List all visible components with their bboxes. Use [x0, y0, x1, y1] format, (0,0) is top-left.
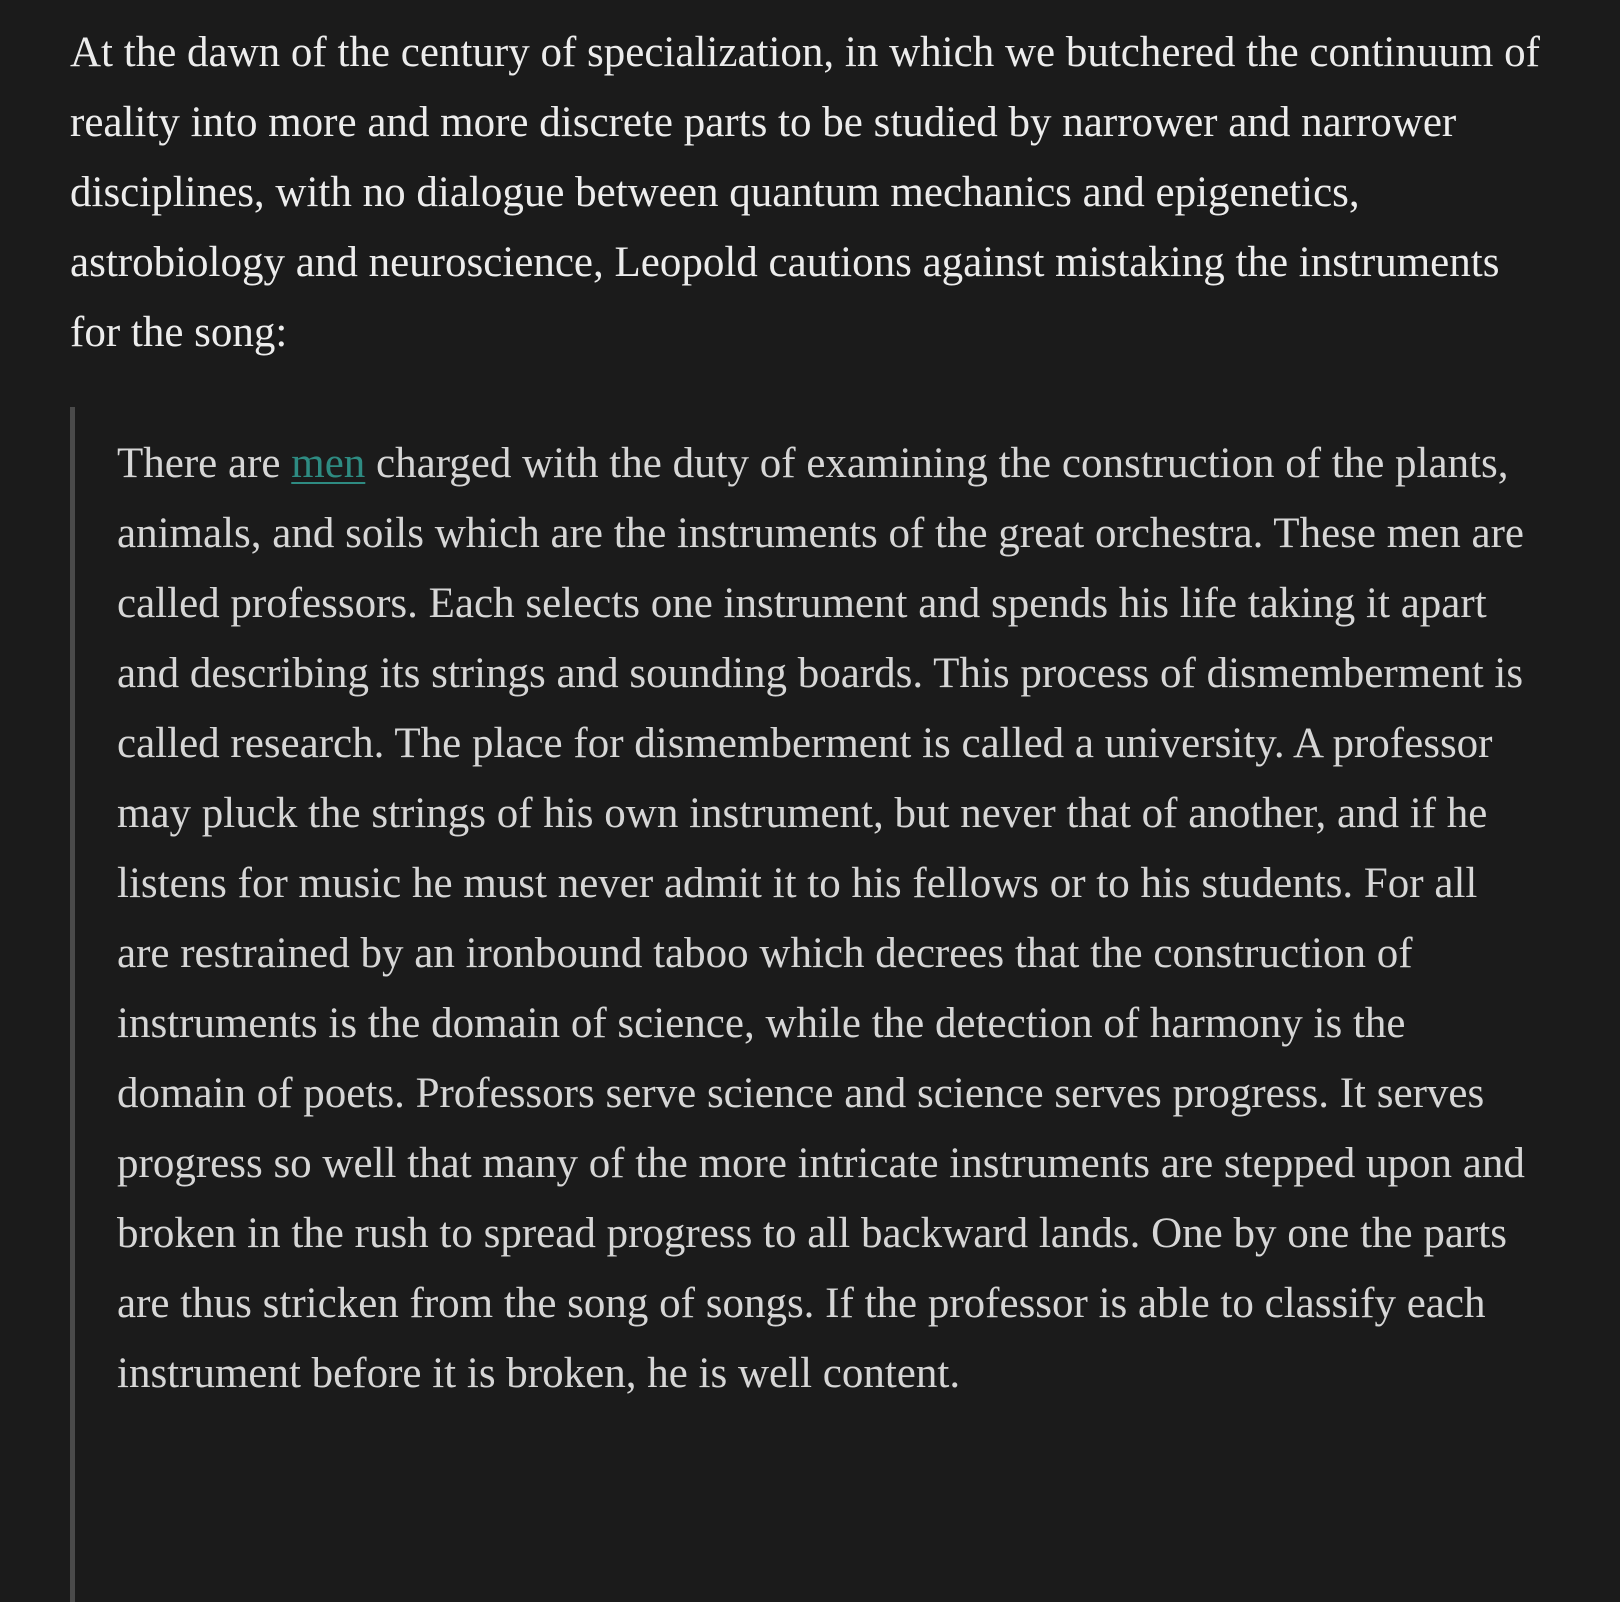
quote-text-before-link: There are — [117, 440, 292, 487]
quote-paragraph — [117, 429, 1530, 1409]
lead-paragraph: At the dawn of the century of specialization, in which we butchered the continuum of reality into more and more discrete parts to be studied by narrower and narrower disciplines, with no dialogue between quantum mechanics and epigenetics, astrobiology and neuroscience, Leopold cautions against mistaking the instruments for the song: — [70, 29, 1540, 356]
blockquote — [70, 407, 1530, 1602]
article-body — [70, 0, 1560, 368]
men-link[interactable]: men — [291, 440, 366, 487]
quote-text-after-link: charged with the duty of examining the construction of the plants, animals, and soils which are the instruments of the great orchestra. These men are called professors. Each selects one instrument and spends his life taking it apart and describing its strings and sounding boards. This process of dismemberment is called research. The place for dismemberment is called a university. A professor may pluck the strings of his own instrument, but never that of another, and if he listens for music he must never admit it to his fellows or to his students. For all are restrained by an ironbound taboo which decrees that the construction of instruments is the domain of science, while the detection of harmony is the domain of poets. Professors serve science and science serves progress. It serves progress so well that many of the more intricate instruments are stepped upon and broken in the rush to spread progress to all backward lands. One by one the parts are thus stricken from the song of songs. If the professor is able to classify each instrument before it is broken, he is well content. — [117, 440, 1525, 1397]
